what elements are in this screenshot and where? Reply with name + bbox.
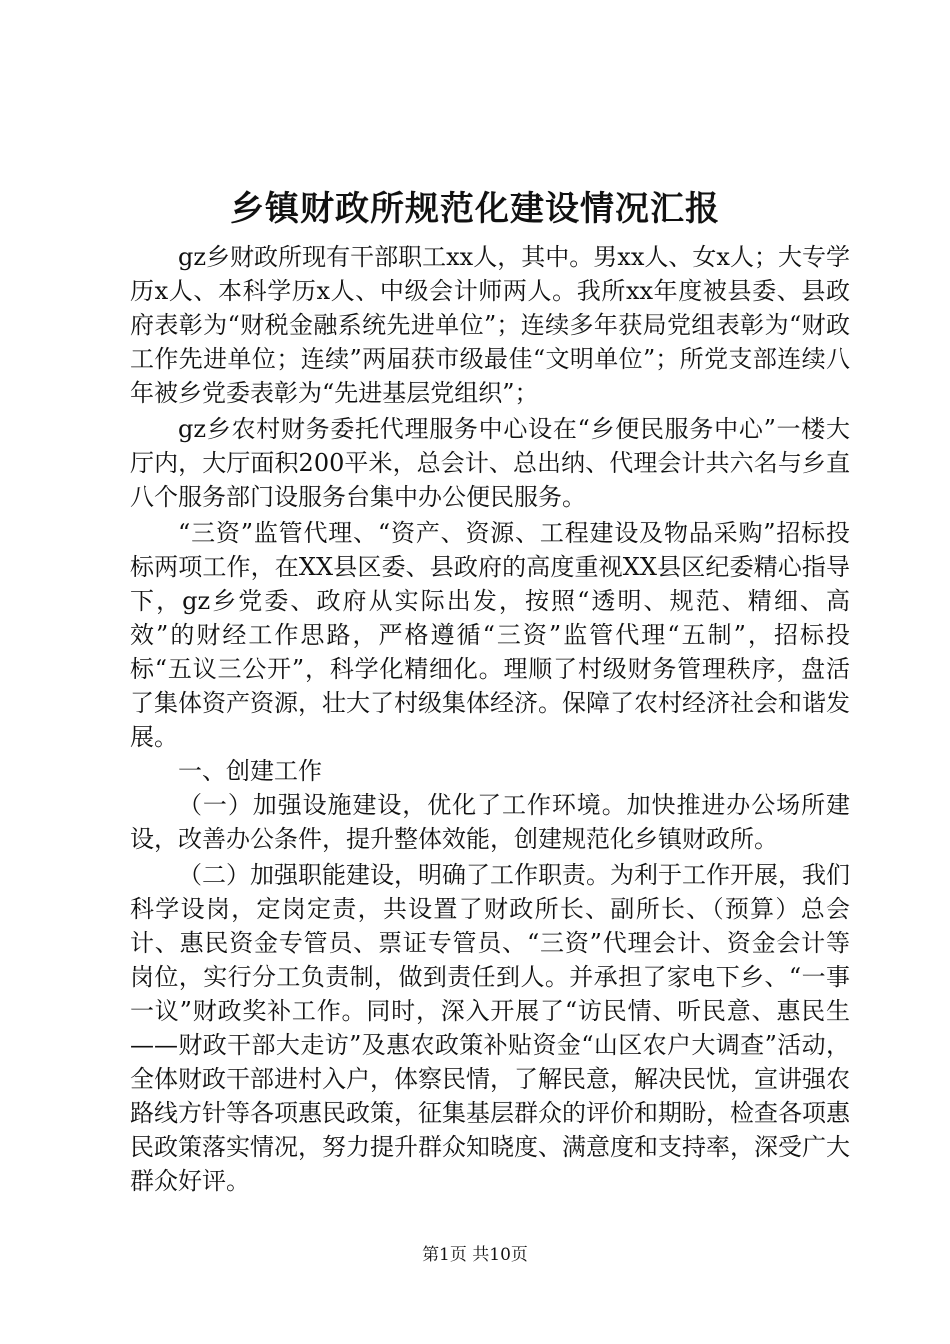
paragraph-service-center: gz乡农村财务委托代理服务中心设在“乡便民服务中心”一楼大厅内，大厅面积200平米，总会计、总出纳、代理会计共六名与乡直八个服务部门设服务台集中办公便民服务。: [130, 415, 850, 511]
paragraph-three-assets: “三资”监管代理、“资产、资源、工程建设及物品采购”招标投标两项工作，在XX县区委、县政府的高度重视XX县区纪委精心指导下，gz乡党委、政府从实际出发，按照“透明、规范、精细、高效”的财经工作思路，严格遵循“三资”监管代理“五制”，招标投标“五议三公开”，科学化精细化。理顺了村级财务管理秩序，盘活了集体资产资源，壮大了村级集体经济。保障了农村经济社会和谐发展。: [130, 519, 850, 751]
document-body: [130, 240, 850, 1198]
document-title: 乡镇财政所规范化建设情况汇报: [230, 189, 720, 229]
page-footer: 第1页 共10页: [422, 1245, 528, 1265]
paragraph-function-building: （二）加强职能建设，明确了工作职责。为利于工作开展，我们科学设岗，定岗定责，共设置了财政所长、副所长、（预算）总会计、惠民资金专管员、票证专管员、“三资”代理会计、资金会计等岗位，实行分工负责制，做到责任到人。并承担了家电下乡、“一事一议”财政奖补工作。同时，深入开展了“访民情、听民意、惠民生——财政干部大走访”及惠农政策补贴资金“山区农户大调查”活动，全体财政干部进村入户，体察民情，了解民意，解决民忧，宣讲强农路线方针等各项惠民政策，征集基层群众的评价和期盼，检查各项惠民政策落实情况，努力提升群众知晓度、满意度和支持率，深受广大群众好评。: [130, 861, 850, 1195]
paragraph-staff-overview: gz乡财政所现有干部职工xx人，其中。男xx人、女x人；大专学历x人、本科学历x人、中级会计师两人。我所xx年度被县委、县政府表彰为“财税金融系统先进单位”；连续多年获局党组表彰为“财政工作先进单位；连续”两届获市级最佳“文明单位”；所党支部连续八年被乡党委表彰为“先进基层党组织”；: [130, 243, 850, 407]
section-heading: 一、创建工作: [178, 757, 322, 785]
paragraph-facility-building: （一）加强设施建设，优化了工作环境。加快推进办公场所建设，改善办公条件，提升整体效能，创建规范化乡镇财政所。: [130, 791, 850, 853]
